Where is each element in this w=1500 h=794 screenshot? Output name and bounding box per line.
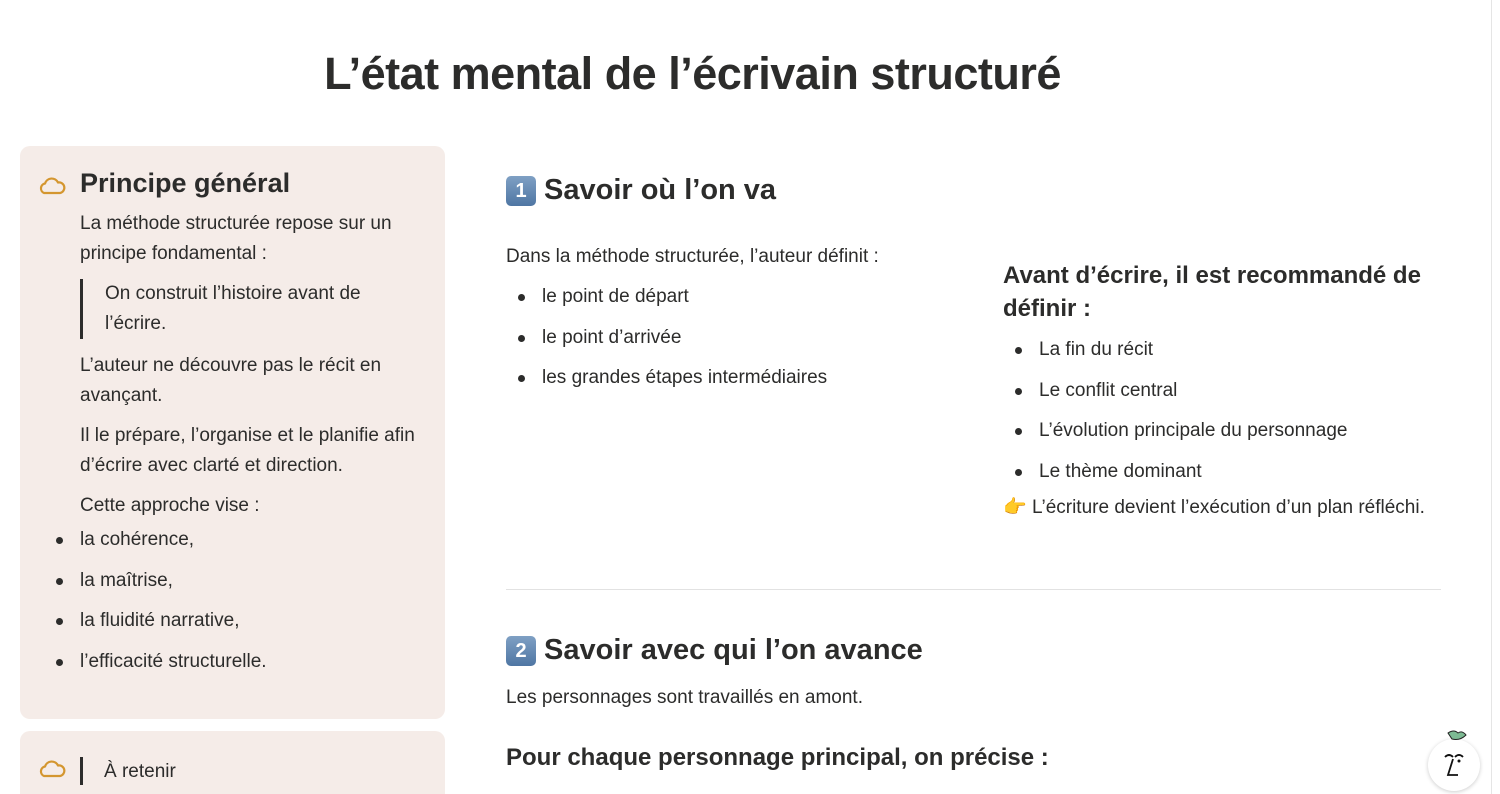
section-2-body — [506, 683, 1441, 774]
keycap-1-icon: 1 — [506, 176, 536, 206]
heading-text: Savoir avec qui l’on avance — [544, 634, 923, 666]
section-intro: Les personnages sont travaillés en amont. — [506, 687, 863, 708]
list-item: la fluidité narrative, — [44, 606, 425, 636]
callout-list — [44, 525, 425, 677]
list-item: L’évolution principale du personnage — [1003, 416, 1441, 446]
callout-a-retenir — [20, 731, 445, 794]
note-text: L’écriture devient l’exécution d’un plan réfléchi. — [1031, 497, 1425, 518]
cloud-icon — [38, 176, 66, 196]
list-item: la cohérence, — [44, 525, 425, 555]
callout-text: À retenir — [104, 761, 176, 782]
section-2-heading — [506, 634, 923, 667]
pointing-hand-icon: 👉 — [1003, 497, 1027, 518]
face-icon — [1428, 739, 1480, 791]
divider — [506, 589, 1441, 590]
assistant-button[interactable] — [1428, 739, 1480, 791]
list-item: le point de départ — [506, 282, 966, 312]
section-intro: Dans la méthode structurée, l’auteur définit : — [506, 246, 879, 267]
section-1-right — [1003, 259, 1441, 523]
note — [1003, 493, 1441, 523]
callout-intro: La méthode structurée repose sur un principe fondamental : — [80, 213, 392, 264]
list-item: les grandes étapes intermédiaires — [506, 363, 966, 393]
callout-principe-general — [20, 146, 445, 719]
scrollbar-edge — [1491, 0, 1492, 794]
section-1-left — [506, 242, 966, 404]
subheading: Pour chaque personnage principal, on précise : — [506, 744, 1049, 771]
callout-paragraph: Il le prépare, l’organise et le planifie afin d’écrire avec clarté et direction. — [80, 425, 415, 476]
keycap-2-icon: 2 — [506, 636, 536, 666]
list-item: le point d’arrivée — [506, 323, 966, 353]
list-item: Le thème dominant — [1003, 457, 1441, 487]
page-title: L’état mental de l’écrivain structuré — [324, 48, 1061, 99]
cloud-icon — [38, 759, 66, 779]
list-item: Le conflit central — [1003, 376, 1441, 406]
callout-paragraph: Cette approche vise : — [80, 495, 260, 516]
subheading: Avant d’écrire, il est recommandé de définir : — [1003, 262, 1421, 322]
section-list — [1003, 335, 1441, 487]
section-1-heading — [506, 174, 776, 207]
quote-block: On construit l’histoire avant de l’écrire. — [80, 279, 425, 339]
list-item: la maîtrise, — [44, 566, 425, 596]
section-list — [506, 282, 966, 393]
heading-text: Savoir où l’on va — [544, 174, 777, 206]
list-item: La fin du récit — [1003, 335, 1441, 365]
list-item: l’efficacité structurelle. — [44, 647, 425, 677]
quote-bar — [80, 757, 83, 785]
callout-paragraph: L’auteur ne découvre pas le récit en avançant. — [80, 355, 382, 406]
callout-heading: Principe général — [80, 168, 291, 198]
